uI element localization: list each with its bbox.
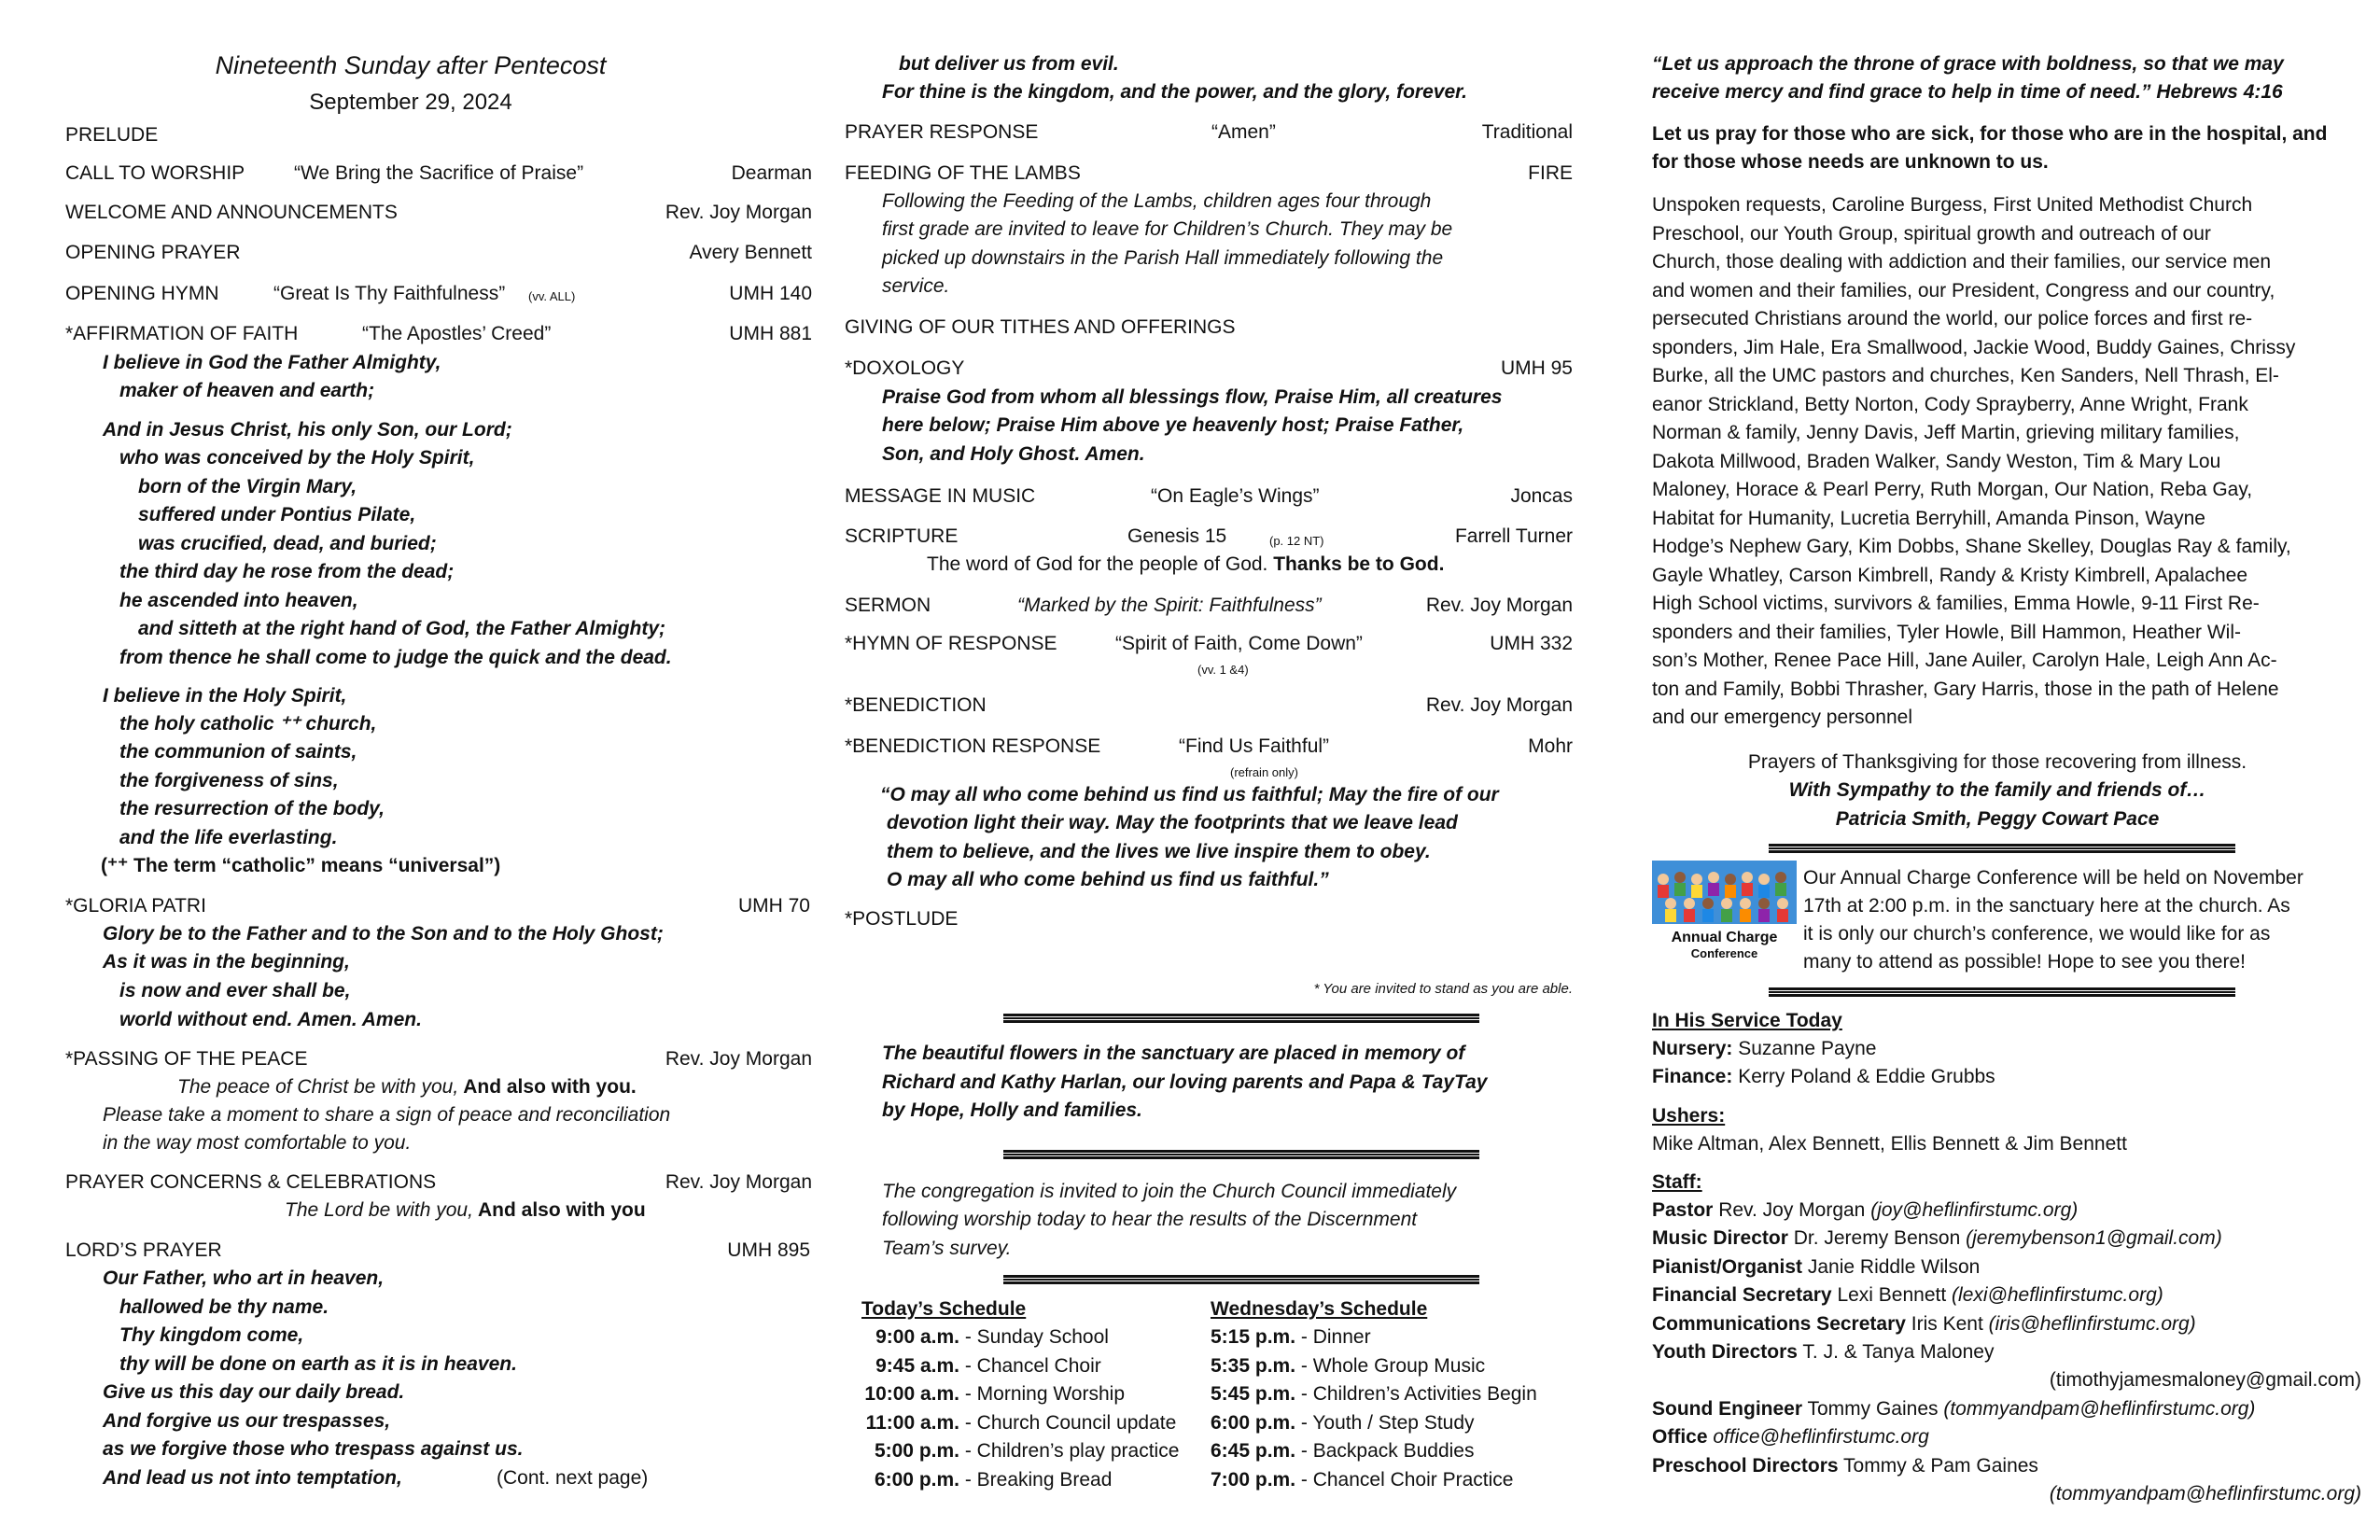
thanksgiving-note: Prayers of Thanksgiving for those recovering from illness. [1747, 751, 2247, 773]
lords-prayer-line: For thine is the kingdom, and the power, and the glory, forever. [882, 81, 1467, 103]
prayer-list-line: Norman & family, Jenny Davis, Jeff Martin, grieving military families, [1652, 422, 2240, 443]
creed-footnote: (⁺⁺ The term “catholic” means “universal”) [101, 855, 501, 876]
opening-hymn-label: OPENING HYMN [65, 283, 219, 304]
conference-text: many to attend as possible! Hope to see you there! [1803, 951, 2246, 973]
staff-role: Financial Secretary [1652, 1284, 1832, 1306]
lords-prayer-line: Our Father, who art in heaven, [103, 1267, 385, 1289]
schedule-row [1211, 1381, 1537, 1407]
scripture-reference: Genesis 15 [1127, 525, 1227, 547]
gloria-number: UMH 70 [737, 895, 810, 917]
in-his-service-header: In His Service Today [1652, 1010, 1842, 1031]
doxology-line: Son, and Holy Ghost. Amen. [882, 443, 1145, 465]
nursery-label: Nursery: [1652, 1038, 1733, 1059]
nursery-name: Suzanne Payne [1732, 1038, 1877, 1059]
lords-prayer-label: LORD’S PRAYER [65, 1239, 222, 1261]
staff-name: Tommy Gaines [1802, 1398, 1944, 1420]
creed-line: the resurrection of the body, [119, 798, 385, 819]
find-us-faithful-line: devotion light their way. May the footprints that we leave lead [887, 812, 1458, 833]
council-note: Team’s survey. [882, 1238, 1012, 1259]
opening-hymn-title: “Great Is Thy Faithfulness” [273, 283, 506, 304]
sermon-title: “Marked by the Spirit: Faithfulness” [1017, 595, 1322, 616]
affirmation-label: *AFFIRMATION OF FAITH [65, 323, 299, 344]
gloria-label: *GLORIA PATRI [65, 895, 206, 917]
schedule-event: - Dinner [1295, 1326, 1371, 1348]
staff-row [1652, 1254, 1980, 1281]
lords-prayer-line: hallowed be thy name. [119, 1296, 329, 1318]
prayer-list-line: son’s Mother, Renee Pace Hill, Jane Auiler, Carolyn Hale, Leigh Ann Ac- [1652, 650, 2277, 671]
staff-name: T. J. & Tanya Maloney [1797, 1341, 1995, 1363]
finance-label: Finance: [1652, 1066, 1733, 1087]
lords-prayer-line: Give us this day our daily bread. [103, 1381, 405, 1403]
schedule-row [845, 1467, 1199, 1493]
schedule-event: - Breaking Bread [959, 1469, 1113, 1491]
prayer-list-line: sponders, Jim Hale, Era Smallwood, Jackie Wood, Buddy Gaines, Chrissy [1652, 337, 2296, 358]
prayer-list-line: Preschool, our Youth Group, spiritual growth and outreach of our [1652, 223, 2211, 245]
staff-role: Communications Secretary [1652, 1313, 1906, 1335]
scripture-label: SCRIPTURE [845, 525, 959, 547]
schedule-row [845, 1324, 1199, 1351]
schedule-row [845, 1381, 1199, 1407]
lords-prayer-line: And lead us not into temptation, [103, 1467, 402, 1489]
doxology-number: UMH 95 [1500, 357, 1573, 379]
sermon-preacher: Rev. Joy Morgan [1425, 595, 1573, 616]
doxology-line: Praise God from whom all blessings flow, Praise Him, all creatures [882, 386, 1503, 408]
staff-row [1652, 1225, 2222, 1252]
benediction-response-composer: Mohr [1528, 735, 1573, 757]
lords-prayer-line: as we forgive those who trespass against us. [103, 1438, 524, 1460]
prayer-list-line: High School victims, survivors & families, Emma Howle, 9-11 First Re- [1652, 593, 2260, 614]
creed-line: and sitteth at the right hand of God, the Father Almighty; [138, 618, 666, 639]
staff-email: (jeremybenson1@gmail.com) [1966, 1227, 2222, 1249]
gloria-line: Glory be to the Father and to the Son and to the Holy Ghost; [103, 923, 664, 945]
prayer-list-line: persecuted Christians around the world, our police forces and first re- [1652, 308, 2253, 329]
staff-row [1652, 1396, 2255, 1422]
divider [1003, 1275, 1479, 1284]
prayer-list-line: eanor Strickland, Betty Norton, Cody Sprayberry, Anne Wright, Frank [1652, 394, 2248, 415]
sympathy-note: With Sympathy to the family and friends of… [1788, 779, 2206, 801]
benediction-response-title: “Find Us Faithful” [1179, 735, 1330, 757]
gloria-line: is now and ever shall be, [119, 980, 351, 1001]
staff-email: (joy@heflinfirstumc.org) [1870, 1199, 2079, 1221]
scripture-response [927, 552, 1444, 578]
divider [1003, 1014, 1479, 1023]
call-to-worship-composer: Dearman [731, 162, 812, 184]
find-us-faithful-line: O may all who come behind us find us faithful.” [887, 869, 1329, 890]
schedule-row [1211, 1353, 1485, 1379]
schedule-time: 6:45 p.m. [1211, 1440, 1296, 1462]
divider [1769, 987, 2235, 997]
creed-line: I believe in the Holy Spirit, [103, 685, 347, 707]
feeding-lambs-label: FEEDING OF THE LAMBS [845, 162, 1081, 184]
staff-email: (iris@heflinfirstumc.org) [1988, 1313, 2196, 1335]
feeding-text: service. [882, 275, 950, 297]
creed-line: the forgiveness of sins, [119, 770, 339, 791]
schedule-event: - Backpack Buddies [1295, 1440, 1475, 1462]
council-note: following worship today to hear the results of the Discernment [882, 1209, 1418, 1230]
doxology-label: *DOXOLOGY [845, 357, 965, 379]
schedule-time: 9:00 a.m. [875, 1326, 959, 1348]
creed-line: who was conceived by the Holy Spirit, [119, 447, 475, 469]
schedule-event: - Sunday School [959, 1326, 1109, 1348]
concerns-call: The Lord be with you, [285, 1199, 473, 1221]
service-date: September 29, 2024 [309, 90, 512, 115]
nursery-row [1652, 1036, 1877, 1062]
doxology-line: here below; Praise Him above ye heavenly host; Praise Father, [882, 414, 1464, 436]
staff-role: Youth Directors [1652, 1341, 1798, 1363]
schedule-event: - Children’s play practice [959, 1440, 1180, 1462]
lords-prayer-line: but deliver us from evil. [899, 53, 1119, 75]
conference-text: Our Annual Charge Conference will be held on November [1803, 867, 2303, 889]
prayer-response-source: Traditional [1481, 121, 1573, 143]
message-music-title: “On Eagle’s Wings” [1151, 485, 1320, 507]
staff-email: (lexi@heflinfirstumc.org) [1952, 1284, 2163, 1306]
opening-prayer-label: OPENING PRAYER [65, 242, 241, 263]
schedule-row [845, 1438, 1199, 1464]
message-music-label: MESSAGE IN MUSIC [845, 485, 1036, 507]
scripture-page: (p. 12 NT) [1269, 534, 1324, 548]
find-us-faithful-line: them to believe, and the lives we live inspire them to obey. [887, 841, 1431, 862]
creed-line: he ascended into heaven, [119, 590, 358, 611]
staff-name: Iris Kent [1905, 1313, 1989, 1335]
schedule-time: 5:00 p.m. [874, 1440, 959, 1462]
staff-name: Janie Riddle Wilson [1802, 1256, 1981, 1278]
welcome-leader: Rev. Joy Morgan [665, 202, 812, 223]
creed-line: from thence he shall come to judge the quick and the dead. [119, 647, 672, 668]
staff-header: Staff: [1652, 1171, 1702, 1193]
prayer-list-line: Burke, all the UMC pastors and churches, Ken Sanders, Nell Thrash, El- [1652, 365, 2279, 386]
gloria-line: As it was in the beginning, [103, 951, 350, 973]
staff-role: Pianist/Organist [1652, 1256, 1803, 1278]
hymn-response-title: “Spirit of Faith, Come Down” [1115, 633, 1363, 654]
peace-instruction: Please take a moment to share a sign of peace and reconciliation [103, 1104, 671, 1126]
schedule-event: - Morning Worship [959, 1383, 1126, 1405]
prayer-list-line: Gayle Whatley, Carson Kimbrell, Randy & Kristy Kimbrell, Apalachee [1652, 565, 2248, 586]
creed-line: suffered under Pontius Pilate, [138, 504, 416, 525]
creed-line: the third day he rose from the dead; [119, 561, 455, 582]
flowers-note: The beautiful flowers in the sanctuary are placed in memory of [882, 1043, 1465, 1064]
prayer-list-line: and our emergency personnel [1652, 707, 1913, 728]
feeding-lambs-leader: FIRE [1528, 162, 1573, 184]
creed-line: maker of heaven and earth; [119, 380, 375, 401]
benediction-response-note: (refrain only) [1230, 765, 1298, 779]
opening-hymn-number: UMH 140 [729, 283, 812, 304]
flowers-note: Richard and Kathy Harlan, our loving parents and Papa & TayTay [882, 1071, 1488, 1093]
finance-names: Kerry Poland & Eddie Grubbs [1732, 1066, 1995, 1087]
creed-line: was crucified, dead, and buried; [138, 533, 437, 554]
conference-text: 17th at 2:00 p.m. in the sanctuary here at the church. As [1803, 895, 2290, 917]
continued-note: (Cont. next page) [497, 1467, 649, 1489]
staff-role: Pastor [1652, 1199, 1714, 1221]
staff-row [1652, 1197, 2078, 1224]
peace-call: The peace of Christ be with you, [177, 1076, 459, 1098]
lords-prayer-line: Thy kingdom come, [119, 1324, 304, 1346]
annual-charge-conference-logo [1652, 861, 1797, 973]
call-to-worship-label: CALL TO WORSHIP [65, 162, 245, 184]
benediction-leader: Rev. Joy Morgan [1425, 694, 1573, 716]
conference-text: it is only our church’s conference, we would like for as [1803, 923, 2271, 945]
council-note: The congregation is invited to join the Church Council immediately [882, 1181, 1457, 1202]
staff-role: Music Director [1652, 1227, 1788, 1249]
schedule-event: - Chancel Choir [959, 1355, 1101, 1377]
message-music-composer: Joncas [1510, 485, 1573, 507]
staff-role: Sound Engineer [1652, 1398, 1803, 1420]
logo-line: Conference [1690, 946, 1758, 960]
schedule-row [1211, 1438, 1474, 1464]
scripture-reader: Farrell Turner [1454, 525, 1573, 547]
schedule-row [845, 1353, 1199, 1379]
schedule-row [1211, 1324, 1371, 1351]
tithes-label: GIVING OF OUR TITHES AND OFFERINGS [845, 316, 1236, 338]
affirmation-title: “The Apostles’ Creed” [362, 323, 552, 344]
schedule-time: 11:00 a.m. [865, 1412, 959, 1434]
schedule-row [1211, 1410, 1475, 1436]
hymn-response-label: *HYMN OF RESPONSE [845, 633, 1057, 654]
schedule-event: - Chancel Choir Practice [1295, 1469, 1514, 1491]
prayer-response-title: “Amen” [1211, 121, 1276, 143]
prayer-response-label: PRAYER RESPONSE [845, 121, 1039, 143]
finance-row [1652, 1064, 1995, 1090]
prayer-list-line: Maloney, Horace & Pearl Perry, Ruth Morgan, Our Nation, Reba Gay, [1652, 479, 2253, 500]
schedule-event: - Youth / Step Study [1295, 1412, 1475, 1434]
prayer-list-line: Dakota Millwood, Braden Walker, Sandy Weston, Tim & Mary Lou [1652, 451, 2221, 472]
opening-prayer-leader: Avery Bennett [689, 242, 812, 263]
sermon-label: SERMON [845, 595, 931, 616]
find-us-faithful-line: “O may all who come behind us find us faithful; May the fire of our [880, 784, 1499, 805]
staff-name: Tommy & Pam Gaines [1838, 1455, 2038, 1477]
hymn-response-number: UMH 332 [1490, 633, 1573, 654]
benediction-response-label: *BENEDICTION RESPONSE [845, 735, 1101, 757]
peace-instruction: in the way most comfortable to you. [103, 1132, 412, 1154]
staff-role: Office [1652, 1426, 1708, 1448]
creed-line: the holy catholic ⁺⁺ church, [119, 713, 377, 735]
lords-prayer-line: And forgive us our trespasses, [103, 1410, 391, 1432]
ushers-header: Ushers: [1652, 1105, 1726, 1127]
call-to-worship-title: “We Bring the Sacrifice of Praise” [294, 162, 584, 184]
staff-row [1652, 1339, 1994, 1365]
logo-line: Annual Charge [1671, 930, 1778, 945]
hymn-response-verses: (vv. 1 &4) [1197, 663, 1249, 677]
sympathy-names: Patricia Smith, Peggy Cowart Pace [1835, 808, 2160, 830]
prayer-concerns-leader: Rev. Joy Morgan [665, 1171, 812, 1193]
divider [1769, 844, 2235, 853]
staff-name: Lexi Bennett [1831, 1284, 1953, 1306]
schedule-time: 5:45 p.m. [1211, 1383, 1296, 1405]
concerns-reply: And also with you [472, 1199, 646, 1221]
scripture-reply: Thanks be to God. [1273, 553, 1445, 575]
prayer-list-line: and women and their families, our President, Congress and our country, [1652, 280, 2275, 301]
feeding-text: first grade are invited to leave for Children’s Church. They may be [882, 218, 1453, 240]
feeding-text: Following the Feeding of the Lambs, children ages four through [882, 190, 1432, 212]
peace-response [177, 1074, 637, 1100]
creed-line: and the life everlasting. [119, 827, 338, 848]
youth-email: (timothyjamesmaloney@gmail.com) [2049, 1369, 2361, 1391]
welcome-label: WELCOME AND ANNOUNCEMENTS [65, 202, 398, 223]
prayer-list-line: Hodge’s Nephew Gary, Kim Dobbs, Shane Skelley, Douglas Ray & family, [1652, 536, 2291, 557]
staff-email: office@heflinfirstumc.org [1713, 1426, 1929, 1448]
concerns-response [285, 1197, 646, 1224]
affirmation-number: UMH 881 [729, 323, 812, 344]
gloria-line: world without end. Amen. Amen. [119, 1009, 422, 1030]
schedule-time: 5:15 p.m. [1211, 1326, 1296, 1348]
schedule-event: - Whole Group Music [1295, 1355, 1486, 1377]
flowers-note: by Hope, Holly and families. [882, 1099, 1142, 1121]
feeding-text: picked up downstairs in the Parish Hall immediately following the [882, 247, 1444, 269]
staff-name: Dr. Jeremy Benson [1787, 1227, 1967, 1249]
staff-row [1652, 1282, 2163, 1309]
creed-line: born of the Virgin Mary, [138, 476, 357, 497]
schedule-time: 7:00 p.m. [1211, 1469, 1296, 1491]
staff-email: (tommyandpam@heflinfirstumc.org) [1943, 1398, 2256, 1420]
peace-reply: And also with you. [458, 1076, 637, 1098]
scripture-verse: receive mercy and find grace to help in time of need.” Hebrews 4:16 [1652, 81, 2283, 103]
divider [1003, 1150, 1479, 1159]
creed-line: the communion of saints, [119, 741, 357, 763]
schedule-time: 5:35 p.m. [1211, 1355, 1296, 1377]
lords-prayer-number: UMH 895 [727, 1239, 810, 1261]
prayer-list-line: ton and Family, Bobbi Thrasher, Gary Harris, those in the path of Helene [1652, 679, 2279, 700]
passing-peace-leader: Rev. Joy Morgan [665, 1048, 812, 1070]
scripture-call: The word of God for the people of God. [927, 553, 1274, 575]
staff-row [1652, 1311, 2196, 1337]
todays-schedule-header: Today’s Schedule [861, 1298, 1027, 1320]
ushers-names: Mike Altman, Alex Bennett, Ellis Bennett & Jim Bennett [1652, 1133, 2127, 1155]
prayer-list-line: Unspoken requests, Caroline Burgess, First United Methodist Church [1652, 194, 2253, 216]
wednesday-schedule-header: Wednesday’s Schedule [1211, 1298, 1428, 1320]
stand-note: * You are invited to stand as you are able. [1313, 981, 1573, 997]
postlude-label: *POSTLUDE [845, 908, 959, 930]
benediction-label: *BENEDICTION [845, 694, 987, 716]
prayer-concerns-label: PRAYER CONCERNS & CELEBRATIONS [65, 1171, 437, 1193]
passing-peace-label: *PASSING OF THE PEACE [65, 1048, 308, 1070]
schedule-event: - Children’s Activities Begin [1295, 1383, 1537, 1405]
schedule-row [845, 1410, 1199, 1436]
prayer-list-line: sponders and their families, Tyler Howle, Bill Hammon, Heather Wil- [1652, 622, 2242, 643]
lords-prayer-line: thy will be done on earth as it is in heaven. [119, 1353, 517, 1375]
service-title: Nineteenth Sunday after Pentecost [215, 51, 607, 79]
prayer-list-line: Habitat for Humanity, Lucretia Berryhill, Amanda Pinson, Wayne [1652, 508, 2205, 529]
staff-role: Preschool Directors [1652, 1455, 1839, 1477]
schedule-time: 9:45 a.m. [875, 1355, 959, 1377]
prayer-list-line: Church, those dealing with addiction and their families, our service men [1652, 251, 2272, 273]
staff-row [1652, 1424, 1929, 1450]
prayer-intro: Let us pray for those who are sick, for those who are in the hospital, and [1652, 123, 2328, 145]
schedule-event: - Church Council update [959, 1412, 1177, 1434]
staff-name: Rev. Joy Morgan [1713, 1199, 1871, 1221]
prelude-label: PRELUDE [65, 124, 159, 146]
schedule-time: 6:00 p.m. [874, 1469, 959, 1491]
scripture-verse: “Let us approach the throne of grace with boldness, so that we may [1652, 53, 2284, 75]
preschool-email: (tommyandpam@heflinfirstumc.org) [2049, 1483, 2361, 1505]
opening-hymn-verses: (vv. ALL) [528, 289, 576, 303]
schedule-time: 6:00 p.m. [1211, 1412, 1296, 1434]
prayer-intro: for those whose needs are unknown to us. [1652, 151, 2049, 173]
staff-row [1652, 1453, 2038, 1479]
schedule-time: 10:00 a.m. [864, 1383, 959, 1405]
creed-line: I believe in God the Father Almighty, [103, 352, 441, 373]
schedule-row [1211, 1467, 1513, 1493]
creed-line: And in Jesus Christ, his only Son, our Lord; [103, 419, 512, 441]
logo-text [1652, 930, 1797, 961]
